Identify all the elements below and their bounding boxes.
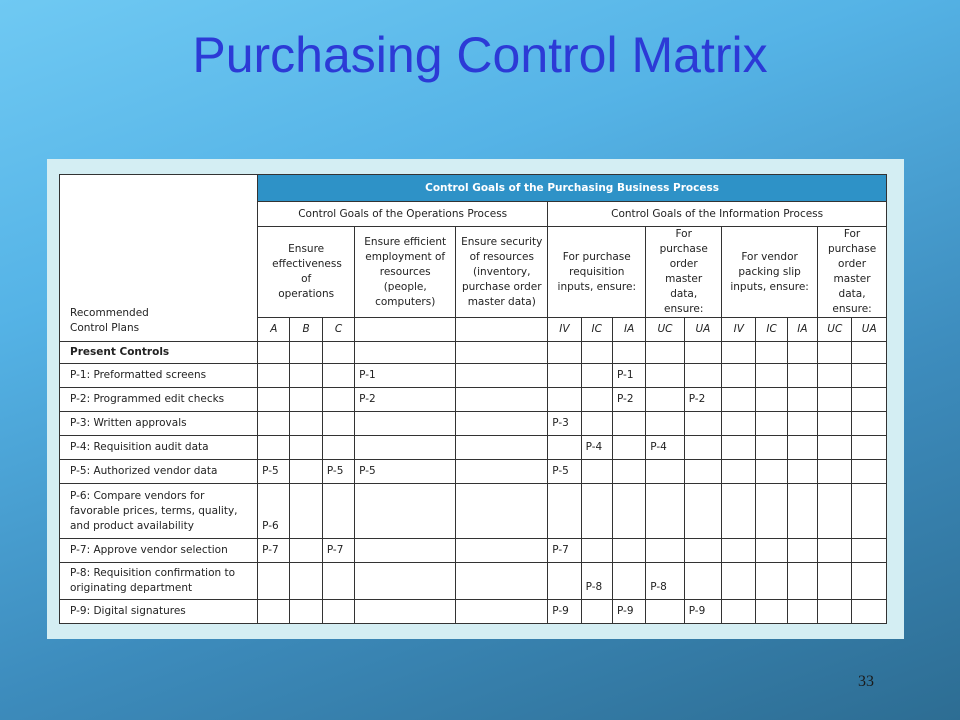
control-plan-label: P-2: Programmed edit checks	[60, 388, 258, 412]
matrix-cell	[722, 342, 756, 364]
matrix-cell: P-2	[355, 388, 456, 412]
sub-goal-label: IA	[787, 318, 817, 342]
matrix-cell	[684, 539, 721, 563]
matrix-cell	[258, 563, 290, 600]
matrix-cell: P-4	[646, 436, 684, 460]
sub-goal-label: UC	[646, 318, 684, 342]
slide-title: Purchasing Control Matrix	[192, 27, 768, 83]
matrix-cell	[612, 460, 645, 484]
matrix-cell	[722, 388, 756, 412]
matrix-cell	[581, 484, 612, 539]
matrix-cell	[612, 412, 645, 436]
matrix-cell	[818, 460, 852, 484]
matrix-cell	[756, 460, 787, 484]
matrix-cell	[852, 600, 887, 624]
matrix-cell	[290, 563, 322, 600]
matrix-cell	[646, 600, 684, 624]
matrix-cell	[290, 600, 322, 624]
matrix-cell	[646, 342, 684, 364]
control-plan-label: P-9: Digital signatures	[60, 600, 258, 624]
sub-goal-label: A	[258, 318, 290, 342]
table-row	[60, 539, 887, 563]
matrix-cell	[787, 388, 817, 412]
matrix-cell	[290, 484, 322, 539]
matrix-cell: P-7	[258, 539, 290, 563]
matrix-cell	[548, 342, 581, 364]
matrix-cell	[787, 539, 817, 563]
matrix-cell	[722, 436, 756, 460]
matrix-cell	[722, 563, 756, 600]
matrix-cell	[355, 484, 456, 539]
matrix-cell: P-1	[355, 364, 456, 388]
control-plan-label: P-1: Preformatted screens	[60, 364, 258, 388]
matrix-cell: P-2	[612, 388, 645, 412]
matrix-cell	[684, 412, 721, 436]
table-row	[60, 563, 887, 600]
table-row	[60, 388, 887, 412]
sub-goal-empty	[456, 318, 548, 342]
goal-requisition-inputs: For purchase requisition inputs, ensure:	[548, 227, 646, 318]
matrix-cell	[852, 484, 887, 539]
matrix-cell	[756, 600, 787, 624]
matrix-cell	[290, 539, 322, 563]
matrix-cell	[818, 364, 852, 388]
matrix-cell	[722, 600, 756, 624]
matrix-cell	[818, 388, 852, 412]
sub-goal-label: IC	[581, 318, 612, 342]
matrix-cell	[787, 460, 817, 484]
matrix-banner: Control Goals of the Purchasing Business Process	[258, 175, 887, 202]
table-row	[60, 412, 887, 436]
goal-security: Ensure security of resources (inventory, purchase order master data)	[456, 227, 548, 318]
matrix-cell	[852, 364, 887, 388]
control-plan-label: P-8: Requisition confirmation to originating department	[60, 563, 258, 600]
matrix-cell	[818, 539, 852, 563]
matrix-cell	[581, 539, 612, 563]
matrix-cell	[456, 412, 548, 436]
matrix-cell: P-5	[258, 460, 290, 484]
matrix-cell	[290, 412, 322, 436]
matrix-cell: P-5	[548, 460, 581, 484]
page-number: 33	[858, 673, 874, 690]
matrix-cell	[548, 436, 581, 460]
matrix-cell	[456, 364, 548, 388]
matrix-cell	[322, 563, 354, 600]
matrix-cell	[258, 436, 290, 460]
matrix-cell: P-2	[684, 388, 721, 412]
matrix-cell	[456, 388, 548, 412]
matrix-cell	[322, 364, 354, 388]
matrix-cell	[818, 563, 852, 600]
sub-goal-empty	[355, 318, 456, 342]
matrix-cell	[355, 342, 456, 364]
control-plan-label: P-7: Approve vendor selection	[60, 539, 258, 563]
matrix-cell	[612, 563, 645, 600]
matrix-cell	[722, 484, 756, 539]
matrix-cell	[322, 412, 354, 436]
matrix-cell	[548, 364, 581, 388]
goal-packing-slip-inputs: For vendor packing slip inputs, ensure:	[722, 227, 818, 318]
matrix-cell	[852, 436, 887, 460]
sub-goal-label: IV	[722, 318, 756, 342]
matrix-cell: P-9	[612, 600, 645, 624]
control-plan-label: P-6: Compare vendors for favorable prices, terms, quality, and product availability	[60, 484, 258, 539]
goal-po-master-data-1: For purchase order master data, ensure:	[646, 227, 722, 318]
sub-goal-label: IA	[612, 318, 645, 342]
matrix-cell: P-7	[322, 539, 354, 563]
matrix-cell	[548, 388, 581, 412]
matrix-cell	[818, 436, 852, 460]
matrix-cell	[456, 460, 548, 484]
matrix-cell	[355, 600, 456, 624]
matrix-cell	[612, 436, 645, 460]
matrix-panel	[47, 159, 904, 639]
matrix-body	[60, 342, 887, 624]
matrix-cell	[548, 563, 581, 600]
matrix-cell	[612, 342, 645, 364]
matrix-cell	[818, 484, 852, 539]
matrix-cell	[756, 539, 787, 563]
matrix-cell	[646, 364, 684, 388]
matrix-cell	[456, 539, 548, 563]
matrix-cell	[355, 539, 456, 563]
matrix-cell: P-8	[646, 563, 684, 600]
table-row	[60, 484, 887, 539]
matrix-cell	[787, 364, 817, 388]
sub-goal-label: UA	[852, 318, 887, 342]
matrix-cell	[787, 342, 817, 364]
goal-effectiveness: Ensure effectiveness of operations	[258, 227, 355, 318]
table-row	[60, 460, 887, 484]
matrix-cell	[852, 412, 887, 436]
matrix-cell	[684, 436, 721, 460]
matrix-cell: P-8	[581, 563, 612, 600]
matrix-cell	[684, 563, 721, 600]
matrix-cell	[581, 364, 612, 388]
matrix-cell	[852, 563, 887, 600]
matrix-cell: P-4	[581, 436, 612, 460]
section-label: Present Controls	[60, 342, 258, 364]
matrix-cell	[581, 342, 612, 364]
matrix-cell	[756, 342, 787, 364]
matrix-cell	[722, 539, 756, 563]
matrix-cell	[581, 412, 612, 436]
sub-goal-label: B	[290, 318, 322, 342]
matrix-cell	[722, 364, 756, 388]
goal-efficiency: Ensure efficient employment of resources (people, computers)	[355, 227, 456, 318]
matrix-cell	[258, 342, 290, 364]
matrix-cell	[852, 539, 887, 563]
table-row	[60, 600, 887, 624]
matrix-cell	[787, 563, 817, 600]
matrix-cell	[322, 484, 354, 539]
matrix-cell	[646, 539, 684, 563]
matrix-cell	[456, 600, 548, 624]
matrix-cell	[612, 539, 645, 563]
matrix-cell	[756, 412, 787, 436]
matrix-cell	[258, 388, 290, 412]
matrix-cell	[722, 412, 756, 436]
matrix-cell	[787, 436, 817, 460]
matrix-cell	[612, 484, 645, 539]
matrix-cell	[787, 484, 817, 539]
section-row	[60, 342, 887, 364]
matrix-cell	[852, 388, 887, 412]
matrix-cell	[322, 600, 354, 624]
matrix-cell	[787, 600, 817, 624]
matrix-cell	[646, 484, 684, 539]
matrix-cell: P-5	[322, 460, 354, 484]
matrix-cell	[852, 460, 887, 484]
matrix-cell	[684, 342, 721, 364]
sub-goal-label: IC	[756, 318, 787, 342]
matrix-cell	[722, 460, 756, 484]
matrix-cell	[355, 563, 456, 600]
matrix-cell	[258, 600, 290, 624]
matrix-cell	[456, 342, 548, 364]
sub-goal-label: UA	[684, 318, 721, 342]
operations-goals-header: Control Goals of the Operations Process	[258, 202, 548, 227]
matrix-cell	[290, 364, 322, 388]
matrix-cell	[818, 412, 852, 436]
matrix-cell	[756, 388, 787, 412]
matrix-cell: P-7	[548, 539, 581, 563]
recommended-control-plans-header: Recommended Control Plans	[60, 175, 258, 342]
matrix-cell	[852, 342, 887, 364]
matrix-cell	[258, 364, 290, 388]
matrix-cell: P-6	[258, 484, 290, 539]
sub-goal-label: C	[322, 318, 354, 342]
matrix-cell	[322, 342, 354, 364]
matrix-cell	[646, 388, 684, 412]
matrix-cell	[322, 388, 354, 412]
matrix-cell: P-9	[684, 600, 721, 624]
matrix-cell: P-9	[548, 600, 581, 624]
matrix-cell	[684, 460, 721, 484]
matrix-cell	[581, 388, 612, 412]
matrix-cell	[818, 600, 852, 624]
matrix-cell	[818, 342, 852, 364]
matrix-cell	[756, 563, 787, 600]
matrix-cell	[787, 412, 817, 436]
matrix-cell	[355, 436, 456, 460]
matrix-cell	[290, 460, 322, 484]
matrix-cell	[646, 460, 684, 484]
table-row	[60, 364, 887, 388]
control-plan-label: P-5: Authorized vendor data	[60, 460, 258, 484]
control-plan-label: P-3: Written approvals	[60, 412, 258, 436]
matrix-cell	[684, 364, 721, 388]
matrix-cell: P-3	[548, 412, 581, 436]
matrix-cell	[684, 484, 721, 539]
goal-po-master-data-2: For purchase order master data, ensure:	[818, 227, 887, 318]
matrix-cell	[581, 460, 612, 484]
matrix-cell	[355, 412, 456, 436]
matrix-cell	[756, 484, 787, 539]
matrix-cell: P-5	[355, 460, 456, 484]
matrix-cell	[322, 436, 354, 460]
matrix-cell	[581, 600, 612, 624]
information-goals-header: Control Goals of the Information Process	[548, 202, 887, 227]
matrix-cell	[456, 563, 548, 600]
sub-goal-label: UC	[818, 318, 852, 342]
matrix-cell	[258, 412, 290, 436]
matrix-cell	[456, 484, 548, 539]
matrix-cell	[290, 436, 322, 460]
control-plan-label: P-4: Requisition audit data	[60, 436, 258, 460]
matrix-cell	[646, 412, 684, 436]
matrix-cell	[548, 484, 581, 539]
sub-goal-label: IV	[548, 318, 581, 342]
matrix-cell	[756, 436, 787, 460]
matrix-cell	[290, 342, 322, 364]
table-row	[60, 436, 887, 460]
control-matrix-table	[59, 174, 887, 624]
matrix-cell	[756, 364, 787, 388]
matrix-cell	[290, 388, 322, 412]
matrix-cell: P-1	[612, 364, 645, 388]
matrix-cell	[456, 436, 548, 460]
